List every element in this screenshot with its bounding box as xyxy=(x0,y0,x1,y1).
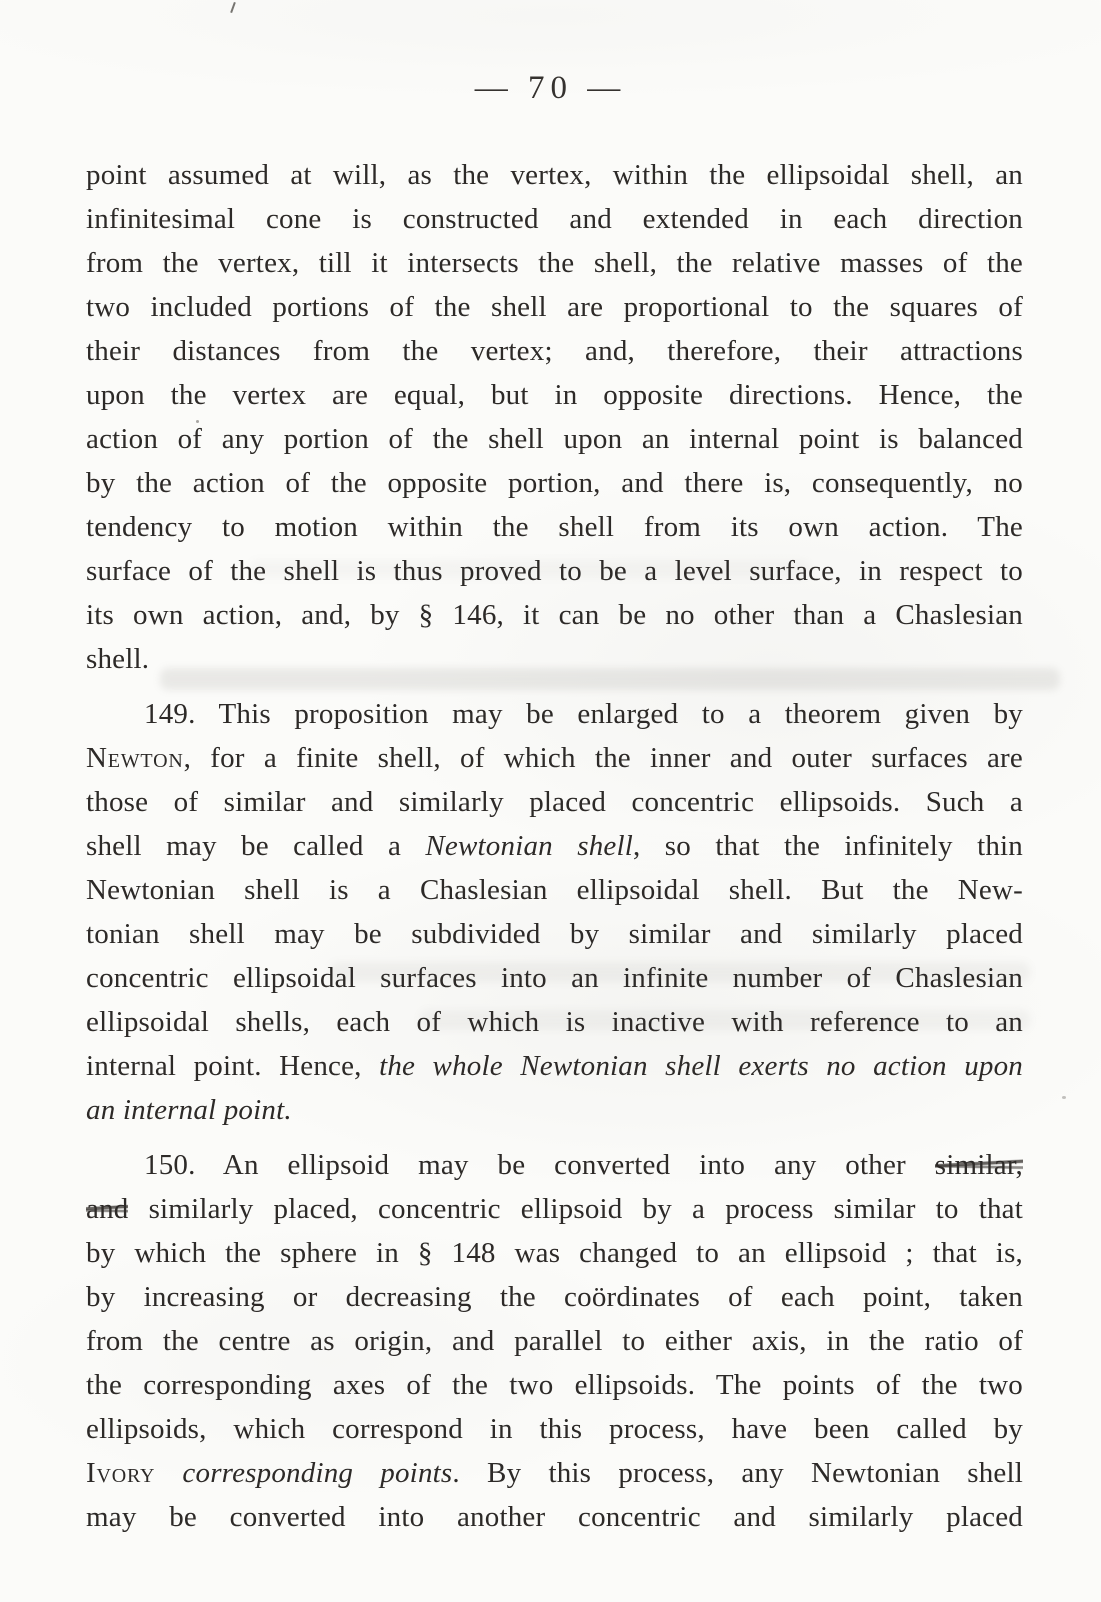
text-line xyxy=(86,1143,1023,1187)
text-line xyxy=(86,780,1023,824)
text-line xyxy=(86,637,1023,681)
page-number: — 70 — xyxy=(474,70,627,106)
ink-speck xyxy=(1062,1096,1066,1099)
text-line xyxy=(86,736,1023,780)
text-segment: tendency to motion within the shell from its own action. The xyxy=(86,511,1023,543)
text-line xyxy=(86,285,1023,329)
text-segment: , for a finite shell, of which the inner and outer surfaces are xyxy=(183,742,1023,774)
text-segment: corresponding points xyxy=(182,1457,453,1489)
text-segment: the whole Newtonian shell exerts no action upon xyxy=(379,1050,1023,1082)
text-segment: Newtonian shell is a Chaslesian ellipsoidal shell. But the New- xyxy=(86,874,1023,906)
text-segment: by increasing or decreasing the coördinates of each point, taken xyxy=(86,1281,1023,1313)
text-segment xyxy=(155,1457,182,1489)
text-line xyxy=(86,1275,1023,1319)
text-line xyxy=(86,868,1023,912)
text-segment: tonian shell may be subdivided by similar and similarly placed xyxy=(86,918,1023,950)
text-segment: shell may be called a xyxy=(86,830,426,862)
text-line xyxy=(86,593,1023,637)
text-segment: similarly placed, concentric ellipsoid by a process similar to that xyxy=(128,1193,1023,1225)
text-line xyxy=(86,461,1023,505)
text-segment: ellipsoidal shells, each of which is inactive with reference to an xyxy=(86,1006,1023,1038)
text-segment: by the action of the opposite portion, and there is, consequently, no xyxy=(86,467,1023,499)
text-line xyxy=(86,1044,1023,1088)
text-line xyxy=(86,1088,1023,1132)
text-line xyxy=(86,549,1023,593)
text-line xyxy=(86,1000,1023,1044)
text-segment: those of similar and similarly placed concentric ellipsoids. Such a xyxy=(86,786,1023,818)
text-line xyxy=(86,1407,1023,1451)
text-segment: concentric ellipsoidal surfaces into an infinite number of Chaslesian xyxy=(86,962,1023,994)
text-line xyxy=(86,153,1023,197)
text-segment: surface of the shell is thus proved to be a level surface, in respect to xyxy=(86,555,1023,587)
text-segment: 150. An ellipsoid may be converted into any other xyxy=(144,1149,935,1181)
text-line xyxy=(86,692,1023,736)
text-line xyxy=(86,956,1023,1000)
text-segment: its own action, and, by § 146, it can be no other than a Chaslesian xyxy=(86,599,1023,631)
text-segment: the corresponding axes of the two ellipsoids. The points of the two xyxy=(86,1369,1023,1401)
text-line xyxy=(86,373,1023,417)
text-segment: Newtonian shell xyxy=(425,830,633,862)
struck-text-segment: similar, xyxy=(934,1149,1023,1181)
text-line xyxy=(86,1363,1023,1407)
struck-text-segment: and xyxy=(86,1193,129,1225)
text-line xyxy=(86,417,1023,461)
text-segment: point assumed at will, as the vertex, within the ellipsoidal shell, an xyxy=(86,159,1023,191)
text-segment: Newton xyxy=(86,742,184,774)
text-line xyxy=(86,241,1023,285)
text-line xyxy=(86,1231,1023,1275)
text-segment: two included portions of the shell are proportional to the squares of xyxy=(86,291,1023,323)
text-line xyxy=(86,505,1023,549)
text-segment: , so that the infinitely thin xyxy=(633,830,1023,862)
text-segment: 149. This proposition may be enlarged to a theorem given by xyxy=(144,698,1023,730)
text-line xyxy=(86,1187,1023,1231)
text-line xyxy=(86,1319,1023,1363)
text-segment: shell. xyxy=(86,643,150,675)
body-text-block xyxy=(86,153,1023,1539)
text-segment: internal point. Hence, xyxy=(86,1050,380,1082)
text-segment: from the vertex, till it intersects the shell, the relative masses of the xyxy=(86,247,1023,279)
text-line xyxy=(86,329,1023,373)
text-segment: may be converted into another concentric and similarly placed xyxy=(86,1501,1023,1533)
text-segment: Ivory xyxy=(86,1457,156,1489)
text-segment: upon the vertex are equal, but in opposite directions. Hence, the xyxy=(86,379,1023,411)
text-line xyxy=(86,1495,1023,1539)
text-segment: ellipsoids, which correspond in this process, have been called by xyxy=(86,1413,1023,1445)
text-segment: their distances from the vertex; and, therefore, their attractions xyxy=(86,335,1023,367)
text-line xyxy=(86,197,1023,241)
text-segment: . By this process, any Newtonian shell xyxy=(452,1457,1023,1489)
text-segment: by which the sphere in § 148 was changed to an ellipsoid ; that is, xyxy=(86,1237,1023,1269)
text-segment: an internal point. xyxy=(86,1094,292,1126)
text-segment: action of any portion of the shell upon an internal point is balanced xyxy=(86,423,1023,455)
text-line xyxy=(86,824,1023,868)
text-segment: infinitesimal cone is constructed and extended in each direction xyxy=(86,203,1023,235)
text-line xyxy=(86,1451,1023,1495)
ink-speck xyxy=(230,2,236,13)
text-line xyxy=(86,912,1023,956)
text-segment: from the centre as origin, and parallel to either axis, in the ratio of xyxy=(86,1325,1023,1357)
